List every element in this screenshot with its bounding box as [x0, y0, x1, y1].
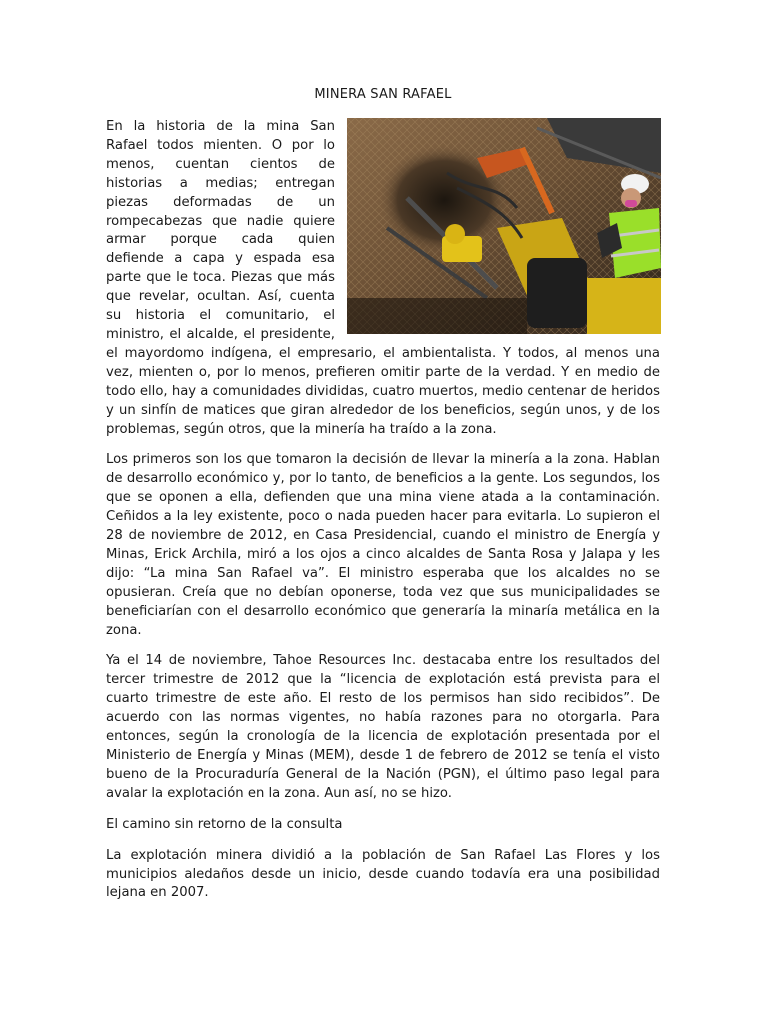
- mine-photo: [347, 118, 661, 334]
- document-page: [106, 86, 660, 915]
- paragraph-1: En la historia de la mina San Rafael todos mienten. O por lo menos, cuentan cientos de historias a medias; entregan piezas deformadas de un rompecabezas que nadie quiere armar porque cada quien defiende a capa y espada esa parte que le toca. Piezas que más que revelar, ocultan. Así, cuenta su historia el comunitario, el ministro, el alcalde, el presidente, el mayordomo indígena, el empresario, el ambientalista. Y todos, al menos una vez, mienten o, por lo menos, prefieren omitir parte de la verdad. Y en medio de todo ello, hay a comunidades divididas, cuatro muertos, medio centenar de heridos y un sinfín de matices que giran alrededor de los beneficios, según unos, y de los problemas, según otros, que la minería ha traído a la zona.: [106, 119, 660, 437]
- paragraph-3: Ya el 14 de noviembre, Tahoe Resources Inc. destacaba entre los resultados del tercer trimestre de 2012 que la “licencia de explotación está prevista para el cuarto trimestre de este año. El resto de los permisos han sido recibidos”. De acuerdo con las normas vigentes, no había razones para no otorgarla. Para entonces, según la cronología de la licencia de explotación presentada por el Ministerio de Energía y Minas (MEM), desde 1 de febrero de 2012 se tenía el visto bueno de la Procuraduría General de la Nación (PGN), el último paso legal para avalar la explotación en la zona. Aun así, no se hizo.: [106, 653, 660, 801]
- mine-tunnel-image: [347, 118, 661, 334]
- paragraph-2: Los primeros son los que tomaron la decisión de llevar la minería a la zona. Hablan de desarrollo económico y, por lo tanto, de beneficios a la gente. Los segundos, los que se oponen a ella, defienden que una mina viene atada a la contaminación. Ceñidos a la ley existente, poco o nada pueden hacer para evitarla. Lo supieron el 28 de noviembre de 2012, en Casa Presidencial, cuando el ministro de Energía y Minas, Erick Archila, miró a los ojos a cinco alcaldes de Santa Rosa y Jalapa y les dijo: “La mina San Rafael va”. El ministro esperaba que los alcaldes no se opusieran. Creía que no debían oponerse, toda vez que sus municipalidades se beneficiarían con el desarrollo económico que generaría la minaría metálica en la zona.: [106, 452, 660, 638]
- paragraph-4: La explotación minera dividió a la población de San Rafael Las Flores y los municipios aledaños desde un inicio, desde cuando todavía era una posibilidad lejana en 2007.: [106, 847, 660, 901]
- section-heading: El camino sin retorno de la consulta: [106, 816, 343, 832]
- document-title: MINERA SAN RAFAEL: [314, 87, 452, 102]
